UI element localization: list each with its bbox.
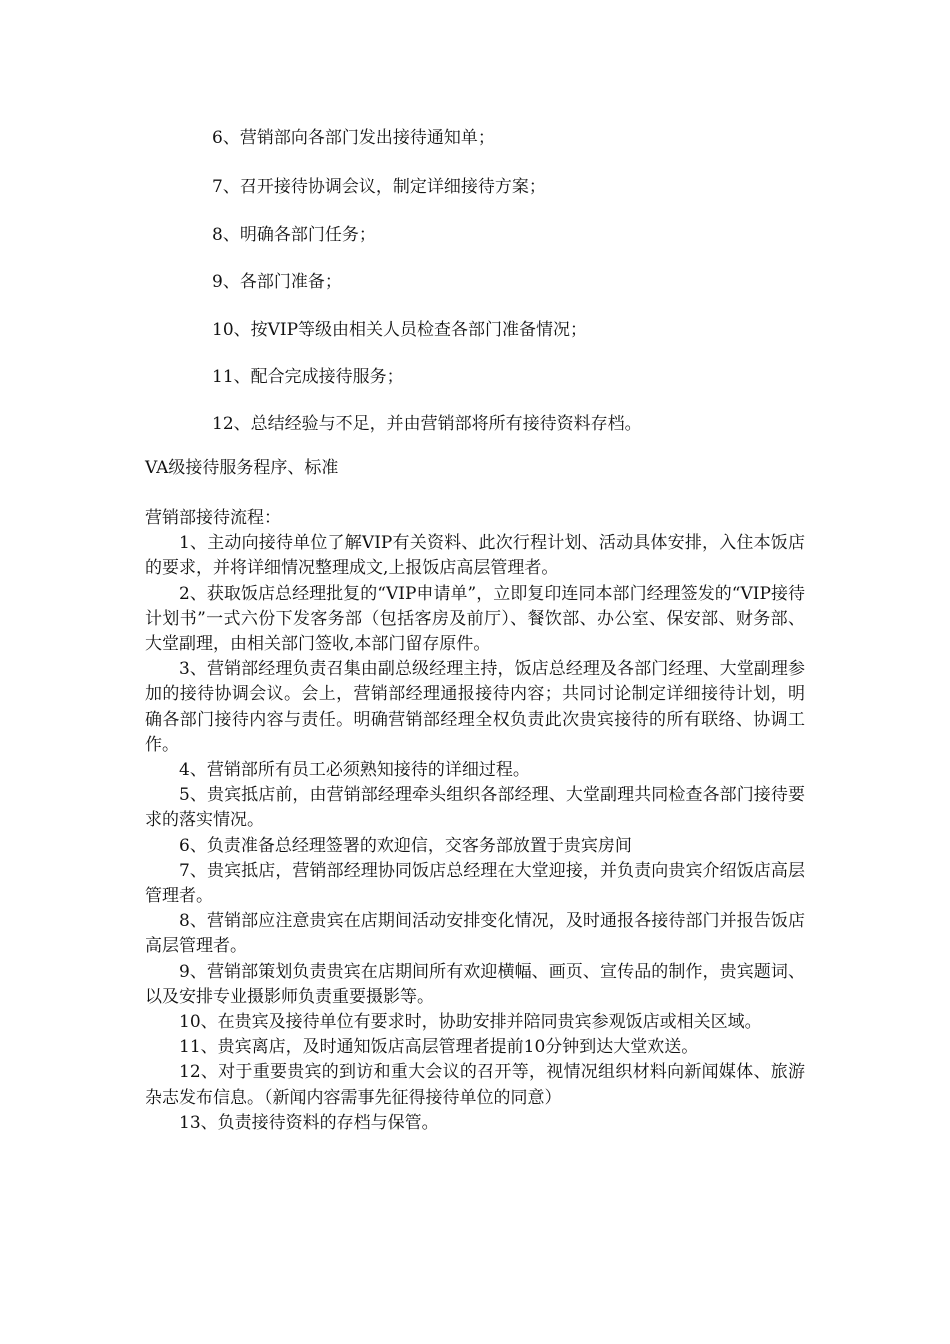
flow-item-5: 5、贵宾抵店前，由营销部经理牵头组织各部经理、大堂副理共同检查各部门接待要求的落实情况。	[145, 785, 805, 831]
step-7: 7、召开接待协调会议，制定详细接待方案；	[212, 177, 546, 197]
flow-item-10: 10、在贵宾及接待单位有要求时，协助安排并陪同贵宾参观饭店或相关区域。	[179, 1012, 762, 1033]
flow-item-8: 8、营销部应注意贵宾在店期间活动安排变化情况，及时通报各接待部门并报告饭店高层管理者。	[145, 911, 805, 957]
step-6: 6、营销部向各部门发出接待通知单；	[212, 128, 495, 148]
flow-item-13: 13、负责接待资料的存档与保管。	[179, 1112, 439, 1133]
flow-item-6: 6、负责准备总经理签署的欢迎信，交客务部放置于贵宾房间	[179, 835, 632, 856]
flow-item-1: 1、主动向接待单位了解VIP有关资料、此次行程计划、活动具体安排，入住本饭店的要求，并将详细情况整理成文,上报饭店高层管理者。	[145, 533, 805, 579]
flow-item-2: 2、获取饭店总经理批复的“VIP申请单”，立即复印连同本部门经理签发的“VIP接待计划书”一式六份下发客务部（包括客房及前厅）、餐饮部、办公室、保安部、财务部、大堂副理，由相关部门签收,本部门留存原件。	[145, 583, 805, 655]
section-title: VA级接待服务程序、标准	[145, 458, 339, 478]
flow-item-7: 7、贵宾抵店，营销部经理协同饭店总经理在大堂迎接，并负责向贵宾介绍饭店高层管理者。	[145, 860, 805, 907]
flow-item-3: 3、营销部经理负责召集由副总级经理主持，饭店总经理及各部门经理、大堂副理参加的接待协调会议。会上，营销部经理通报接待内容；共同讨论制定详细接待计划，明确各部门接待内容与责任。明确营销部经理全权负责此次贵宾接待的所有联络、协调工作。	[145, 659, 805, 755]
flow-item-9: 9、营销部策划负责贵宾在店期间所有欢迎横幅、画页、宣传品的制作，贵宾题词、以及安排专业摄影师负责重要摄影等。	[145, 961, 805, 1007]
flow-title: 营销部接待流程：	[145, 508, 281, 528]
step-12: 12、总结经验与不足，并由营销部将所有接待资料存档。	[212, 414, 642, 434]
flow-item-4: 4、营销部所有员工必须熟知接待的详细过程。	[179, 760, 530, 781]
flow-item-12: 12、对于重要贵宾的到访和重大会议的召开等，视情况组织材料向新闻媒体、旅游杂志发布信息。（新闻内容需事先征得接待单位的同意）	[145, 1062, 805, 1108]
step-8: 8、明确各部门任务；	[212, 225, 376, 245]
step-9: 9、各部门准备；	[212, 272, 342, 292]
step-11: 11、配合完成接待服务；	[212, 367, 404, 387]
flow-item-11: 11、贵宾离店，及时通知饭店高层管理者提前10分钟到达大堂欢送。	[179, 1037, 699, 1058]
reception-flow	[145, 506, 805, 1136]
step-10: 10、按VIP等级由相关人员检查各部门准备情况；	[212, 320, 588, 340]
